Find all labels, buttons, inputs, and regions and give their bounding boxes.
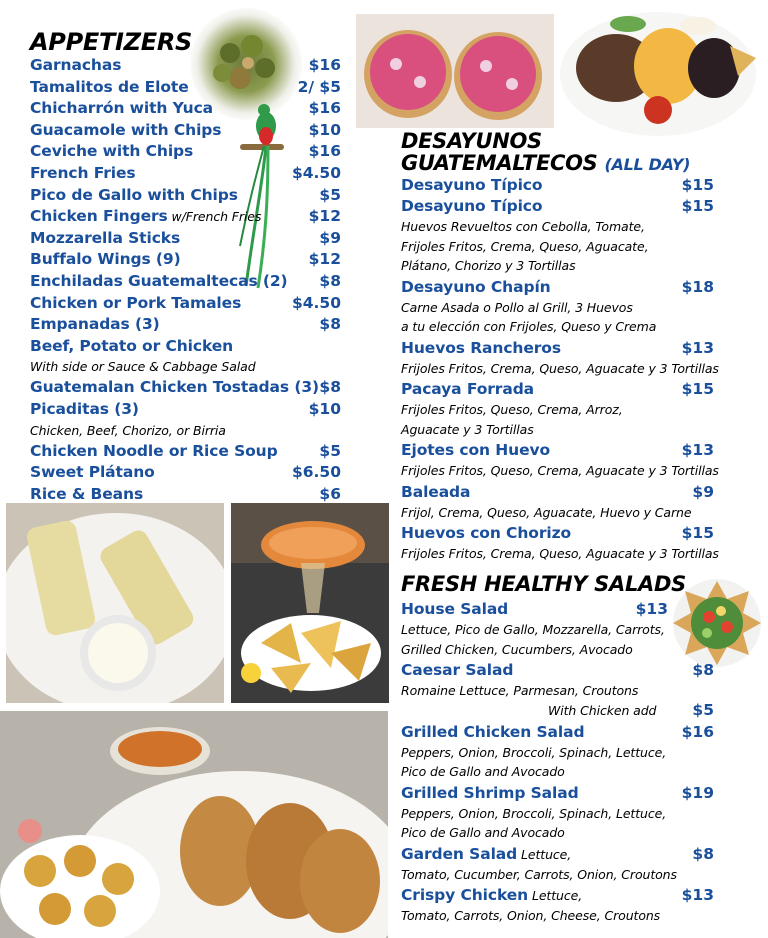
appetizer-item-name: Chicken or Pork Tamales — [30, 293, 242, 312]
desayuno-item-name: Huevos con Chorizo — [401, 524, 572, 542]
desayuno-item-price: $13 — [681, 338, 714, 357]
appetizer-item-price: $6 — [319, 484, 341, 503]
salad-addon-price: $5 — [692, 700, 714, 719]
salad-item-inline-desc: Lettuce, — [517, 846, 572, 862]
appetizer-desc: Chicken, Beef, Chorizo, or Birria — [30, 422, 226, 438]
desayuno-item-name: Desayuno Típico — [401, 176, 543, 194]
appetizer-item-name: Guatemalan Chicken Tostadas (3) — [30, 378, 319, 397]
salad-item-name: House Salad — [401, 600, 509, 618]
desayuno-item-price: $15 — [681, 380, 714, 398]
appetizer-item-name: French Fries — [30, 164, 136, 182]
tostadas-photo — [356, 14, 554, 128]
ceviche-photo — [231, 503, 389, 703]
salad-item-price: $13 — [635, 600, 668, 618]
desayuno-item-desc: a tu elección con Frijoles, Queso y Crema — [401, 319, 657, 334]
appetizer-item-price: $8 — [319, 272, 341, 290]
desayuno-item-name: Huevos Rancheros — [401, 338, 561, 357]
tamales-photo — [6, 503, 224, 703]
appetizer-item-name: Picaditas (3) — [30, 400, 139, 418]
desayuno-item-desc: Plátano, Chorizo y 3 Tortillas — [401, 258, 576, 273]
salad-item-desc: Peppers, Onion, Broccoli, Spinach, Lettuce, — [401, 744, 667, 760]
appetizer-item-price: $16 — [308, 142, 341, 161]
salad-item-desc: Tomato, Cucumber, Carrots, Onion, Croutons — [401, 866, 677, 882]
appetizer-item-name: Tamalitos de Elote — [30, 77, 189, 96]
desayuno-item-price: $15 — [681, 524, 714, 542]
appetizer-item-price: $8 — [319, 378, 341, 397]
appetizer-item-name: Guacamole with Chips — [30, 120, 222, 139]
desayuno-item-name: Desayuno Típico — [401, 197, 543, 215]
salad-item-price: $19 — [681, 783, 714, 802]
appetizer-item-price: $10 — [308, 120, 341, 139]
appetizer-item-note: w/French Fries — [167, 209, 262, 225]
appetizer-item-price: $12 — [308, 207, 341, 226]
appetizers-title: APPETIZERS — [30, 28, 193, 56]
salad-item-price: $16 — [681, 722, 714, 741]
appetizer-item-name: Chicharrón with Yuca — [30, 99, 214, 118]
appetizer-item-name: Mozzarella Sticks — [30, 228, 181, 247]
desayuno-item-desc: Frijoles Fritos, Queso, Crema, Aguacate y 3 Tortillas — [401, 463, 719, 478]
appetizer-item-price: $16 — [308, 56, 341, 74]
desayuno-item-desc: Carne Asada o Pollo al Grill, 3 Huevos — [401, 299, 633, 315]
appetizer-item-name: Buffalo Wings (9) — [30, 250, 181, 269]
salad-item-price: $8 — [692, 844, 714, 863]
desayuno-item-price: $15 — [681, 176, 714, 194]
desayuno-item-desc: Huevos Revueltos con Cebolla, Tomate, — [401, 219, 645, 234]
salads-title: FRESH HEALTHY SALADS — [401, 572, 686, 596]
appetizer-item-name: Empanadas (3) — [30, 315, 160, 334]
desayuno-item-name: Baleada — [401, 482, 471, 501]
appetizer-item-price: $12 — [308, 250, 341, 269]
appetizer-item-price: $5 — [319, 185, 341, 204]
salad-item-name: Crispy Chicken Lettuce, — [401, 886, 583, 904]
salad-addon-label: With Chicken add — [548, 702, 657, 718]
salad-item-name: Garden Salad Lettuce, — [401, 844, 572, 863]
appetizer-item-price: $6.50 — [291, 463, 341, 482]
salad-item-desc: Peppers, Onion, Broccoli, Spinach, Lettuce, — [401, 805, 667, 821]
appetizer-item-name: Garnachas — [30, 56, 122, 74]
appetizer-item-name: Ceviche with Chips — [30, 142, 194, 161]
appetizer-item-price: 2/ $5 — [297, 77, 341, 96]
appetizer-item-price: $5 — [319, 441, 341, 460]
desayuno-item-price: $15 — [681, 197, 714, 215]
appetizer-item-price: $10 — [308, 400, 341, 418]
appetizer-item-price: $4.50 — [291, 293, 341, 312]
salad-item-desc: Lettuce, Pico de Gallo, Mozzarella, Carrots, — [401, 622, 665, 637]
desayunos-title — [401, 130, 690, 176]
salad-item-desc: Pico de Gallo and Avocado — [401, 825, 565, 840]
salad-item-price: $8 — [692, 661, 714, 679]
desayuno-item-desc: Frijoles Fritos, Crema, Queso, Aguacate, — [401, 238, 649, 254]
salad-item-name: Grilled Chicken Salad — [401, 722, 585, 741]
appetizer-item-name: Enchiladas Guatemaltecas (2) — [30, 272, 288, 290]
appetizer-item-price: $4.50 — [291, 164, 341, 182]
appetizer-item-name: Sweet Plátano — [30, 463, 155, 482]
salad-item-name: Caesar Salad — [401, 661, 514, 679]
appetizer-item-name: Chicken Fingers w/French Fries — [30, 207, 262, 226]
salad-item-desc: Pico de Gallo and Avocado — [401, 764, 565, 779]
appetizer-item-price: $16 — [308, 99, 341, 118]
desayuno-item-price: $18 — [681, 277, 714, 296]
desayuno-item-name: Desayuno Chapín — [401, 277, 551, 296]
desayunos-title-line2 — [401, 152, 690, 176]
desayuno-item-desc: Frijoles Fritos, Crema, Queso, Aguacate y 3 Tortillas — [401, 360, 719, 376]
appetizer-item-name: Beef, Potato or Chicken — [30, 336, 234, 355]
desayuno-item-name: Ejotes con Huevo — [401, 441, 551, 459]
desayuno-item-desc: Frijoles Fritos, Queso, Crema, Arroz, — [401, 402, 623, 417]
desayuno-item-desc: Frijoles Fritos, Crema, Queso, Aguacate y 3 Tortillas — [401, 546, 719, 561]
desayuno-item-desc: Frijol, Crema, Queso, Aguacate, Huevo y Carne — [401, 504, 692, 520]
desayuno-plate-photo — [558, 6, 758, 138]
appetizer-item-name: Rice & Beans — [30, 484, 144, 503]
empanadas-photo — [0, 711, 388, 938]
salad-item-price: $13 — [681, 886, 714, 904]
desayunos-title-line1: DESAYUNOS — [401, 129, 542, 153]
appetizer-item-name: Pico de Gallo with Chips — [30, 185, 238, 204]
quetzal-bird-illustration — [236, 96, 288, 292]
salad-item-desc: Romaine Lettuce, Parmesan, Croutons — [401, 683, 639, 698]
desayunos-title-suffix: (ALL DAY) — [604, 155, 691, 174]
desayuno-item-price: $9 — [692, 482, 714, 501]
appetizer-desc: With side or Sauce & Cabbage Salad — [30, 359, 256, 375]
appetizer-item-price: $8 — [319, 315, 341, 334]
desayuno-item-price: $13 — [681, 441, 714, 459]
salad-item-name: Grilled Shrimp Salad — [401, 783, 579, 802]
salad-item-desc: Grilled Chicken, Cucumbers, Avocado — [401, 641, 633, 657]
salad-item-inline-desc: Lettuce, — [528, 888, 583, 903]
desayuno-item-name: Pacaya Forrada — [401, 380, 535, 398]
appetizer-item-price: $9 — [319, 228, 341, 247]
desayunos-title-line2-text: GUATEMALTECOS — [401, 151, 598, 175]
desayuno-item-desc: Aguacate y 3 Tortillas — [401, 421, 534, 437]
salad-item-desc: Tomato, Carrots, Onion, Cheese, Croutons — [401, 908, 661, 923]
appetizer-item-name: Chicken Noodle or Rice Soup — [30, 441, 278, 460]
